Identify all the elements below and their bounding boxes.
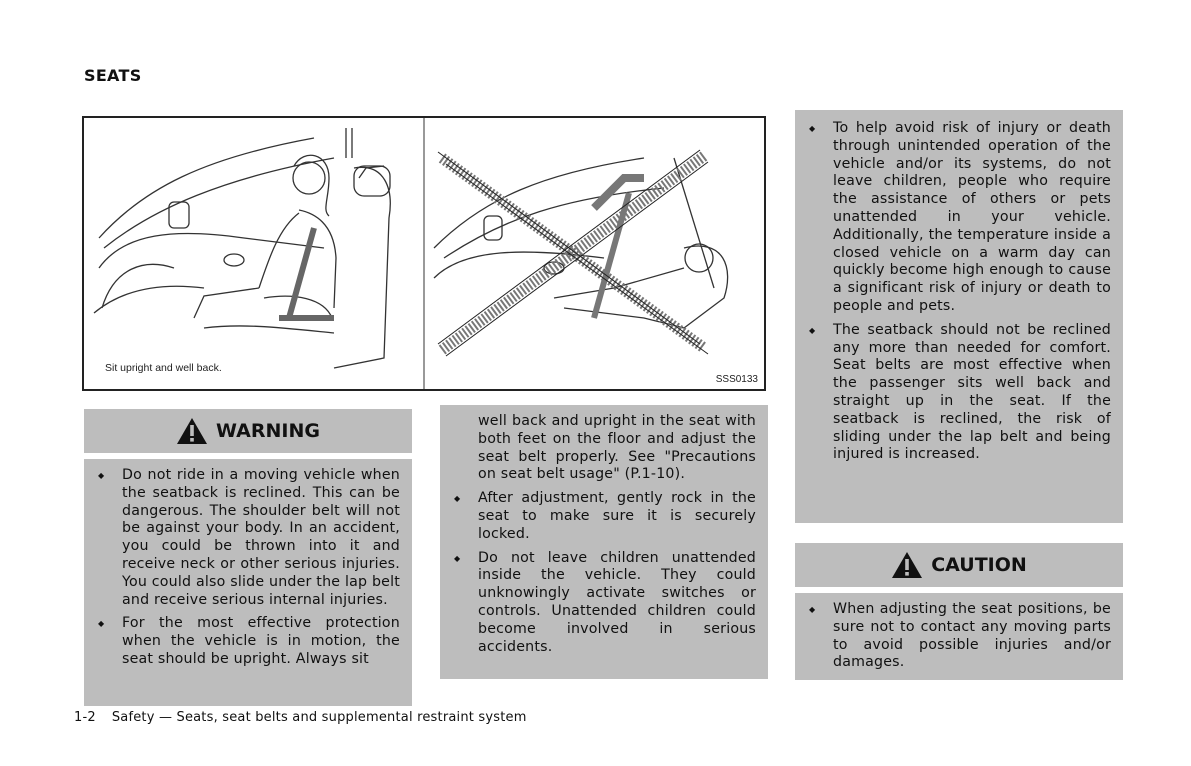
figure-caption: Sit upright and well back.: [105, 362, 222, 374]
section-title: SEATS: [84, 66, 142, 85]
warning-item: ◆ Do not ride in a moving vehicle when the seatback is reclined. This can be dangerous. The shoulder belt will not be against your body. In an accident, you could be thrown into it and receive neck or other serious injuries. You could also slide under the lap belt and receive serious internal injuries.: [84, 467, 400, 609]
warning-item: ◆ To help avoid risk of injury or death through unintended operation of the vehicle and/or its systems, do not leave children, people who require the assistance of others or pets unattended in your vehicle. Additionally, the temperature inside a closed vehicle on a warm day can quickly become high enough to cause a significant risk of injury or death to people and pets.: [795, 120, 1111, 316]
caution-list: [795, 593, 1123, 672]
warning-item: ◆ Do not leave children unattended inside the vehicle. They could unknowingly activate switches or controls. Unattended children could become involved in serious accidents.: [440, 550, 756, 657]
warning-header: [84, 409, 412, 453]
warning-panel: [84, 409, 412, 706]
page-footer: [74, 710, 527, 725]
warning-list: [84, 459, 412, 669]
warning-triangle-icon: [176, 417, 208, 445]
warning-continuation-right-panel: [795, 110, 1123, 523]
warning-triangle-icon: [891, 551, 923, 579]
caution-header: [795, 543, 1123, 587]
caution-item: ◆ When adjusting the seat positions, be sure not to contact any moving parts to avoid possible injuries and/or damages.: [795, 601, 1111, 672]
correct-posture-drawing: [94, 128, 390, 368]
right-warning-list: [795, 120, 1111, 464]
warning-list-continued: [440, 490, 756, 656]
warning-item: ◆ After adjustment, gently rock in the seat to make sure it is securely locked.: [440, 490, 756, 543]
seat-posture-illustration: [82, 116, 766, 391]
footer-chapter-title: Safety — Seats, seat belts and supplemental restraint system: [111, 710, 527, 725]
warning-item: ◆ The seatback should not be reclined any more than needed for comfort. Seat belts are most effective when the passenger sits well back and straight up in the seat. If the seatback is reclined, the risk of sliding under the lap belt and being injured is increased.: [795, 322, 1111, 464]
warning-continuation-panel: [440, 405, 768, 679]
caution-panel: [795, 543, 1123, 680]
figure-code: SSS0133: [715, 374, 758, 385]
caution-title: CAUTION: [931, 554, 1027, 576]
page-number: 1-2: [74, 710, 96, 725]
prohibited-x-mark: [442, 156, 704, 350]
warning-title: WARNING: [216, 420, 320, 442]
warning-item: ◆ For the most effective protection when the vehicle is in motion, the seat should be upright. Always sit: [84, 615, 400, 668]
warning-continuation-text: well back and upright in the seat with both feet on the floor and adjust the seat belt properly. See "Precautions on seat belt usage" (P.1-10).: [478, 413, 756, 483]
illustration-drawing: [84, 118, 764, 389]
